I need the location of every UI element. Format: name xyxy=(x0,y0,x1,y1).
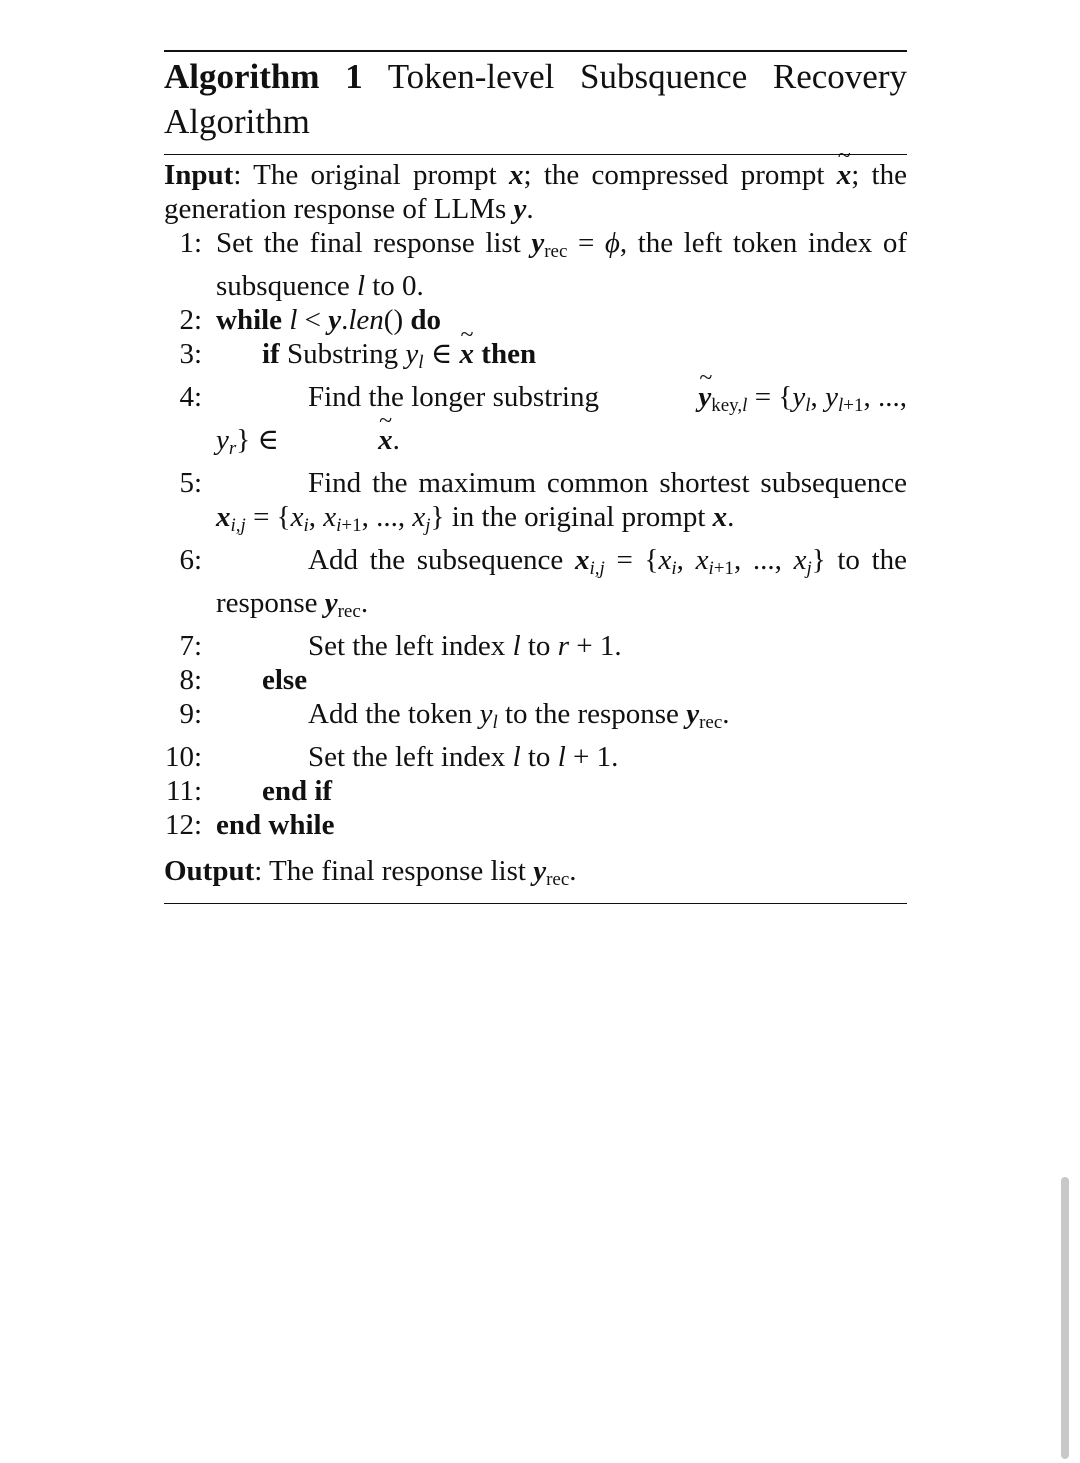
algorithm-block xyxy=(164,50,907,904)
line-number: 3: xyxy=(179,338,202,370)
algo-line-3: 3: if Substring yl ∈ ~ x then xyxy=(164,337,907,380)
algo-line-5: 5: Find the maximum common shortest subsequence xi,j = {xi, $xi_{+1}$, ..., xj} in the original prompt x. xyxy=(164,466,907,543)
algo-line-10: 10: Set the left index l to l + 1. xyxy=(164,741,619,773)
bottom-rule xyxy=(164,903,907,904)
line-number: 11: xyxy=(166,775,202,807)
algo-line-7: 7: Set the left index l to r + 1. xyxy=(164,629,907,663)
algorithm-name: Token-level Subsquence Recovery Algorithm xyxy=(164,57,907,141)
algo-line-12 xyxy=(164,808,907,842)
vertical-scrollbar[interactable] xyxy=(1061,1177,1069,1459)
algo-line-9: 9: Add the token yl to the response $y_{rec}$. xyxy=(164,697,907,740)
input-description: Input: The original prompt x; the compressed prompt ~ x; the generation response of LLMs y. xyxy=(164,158,907,226)
algo-line-2: 2: while l < y.len() do xyxy=(164,303,907,337)
line-number: 7: xyxy=(179,630,202,662)
keyword-end-while: end while xyxy=(216,809,335,841)
keyword-while: while xyxy=(216,304,283,336)
algo-line-11 xyxy=(164,774,907,808)
keyword-then: then xyxy=(481,338,537,370)
line-number: 5: xyxy=(179,467,202,499)
keyword-end-if: end if xyxy=(262,775,333,807)
algorithm-label: Algorithm 1 xyxy=(164,57,363,96)
line-number: 12: xyxy=(164,809,202,841)
keyword-if: if xyxy=(262,338,280,370)
keyword-do: do xyxy=(410,304,442,336)
algo-line-4: 4: Find the longer substring ~ $y_{key,l} = \{yl$, $yl_{+1}$, ..., yr} ∈ ~ x. xyxy=(164,380,907,466)
top-rule xyxy=(164,50,907,52)
line-number: 4: xyxy=(179,381,202,413)
output-description: Output: The final response list $y_{rec}$. xyxy=(164,855,577,890)
line-number: 9: xyxy=(179,698,202,730)
algorithm-title xyxy=(164,54,907,144)
line-number: 10: xyxy=(164,741,202,773)
line-number: 6: xyxy=(179,544,202,576)
keyword-else: else xyxy=(262,664,308,696)
algo-line-8 xyxy=(164,663,907,697)
algo-line-6: 6: Add the subsequence xi,j = {xi, $xi_{+1}$, ..., xj} to the response $y_{rec}$. xyxy=(164,543,907,629)
line-number: 8: xyxy=(179,664,202,696)
line-number: 2: xyxy=(179,304,202,336)
title-rule xyxy=(164,154,907,155)
line-number: 1: xyxy=(179,227,202,259)
algo-line-1: 1: Set the final response list $y_{rec} = \phi$, the left token index of subsquence l to 0. xyxy=(164,226,907,303)
